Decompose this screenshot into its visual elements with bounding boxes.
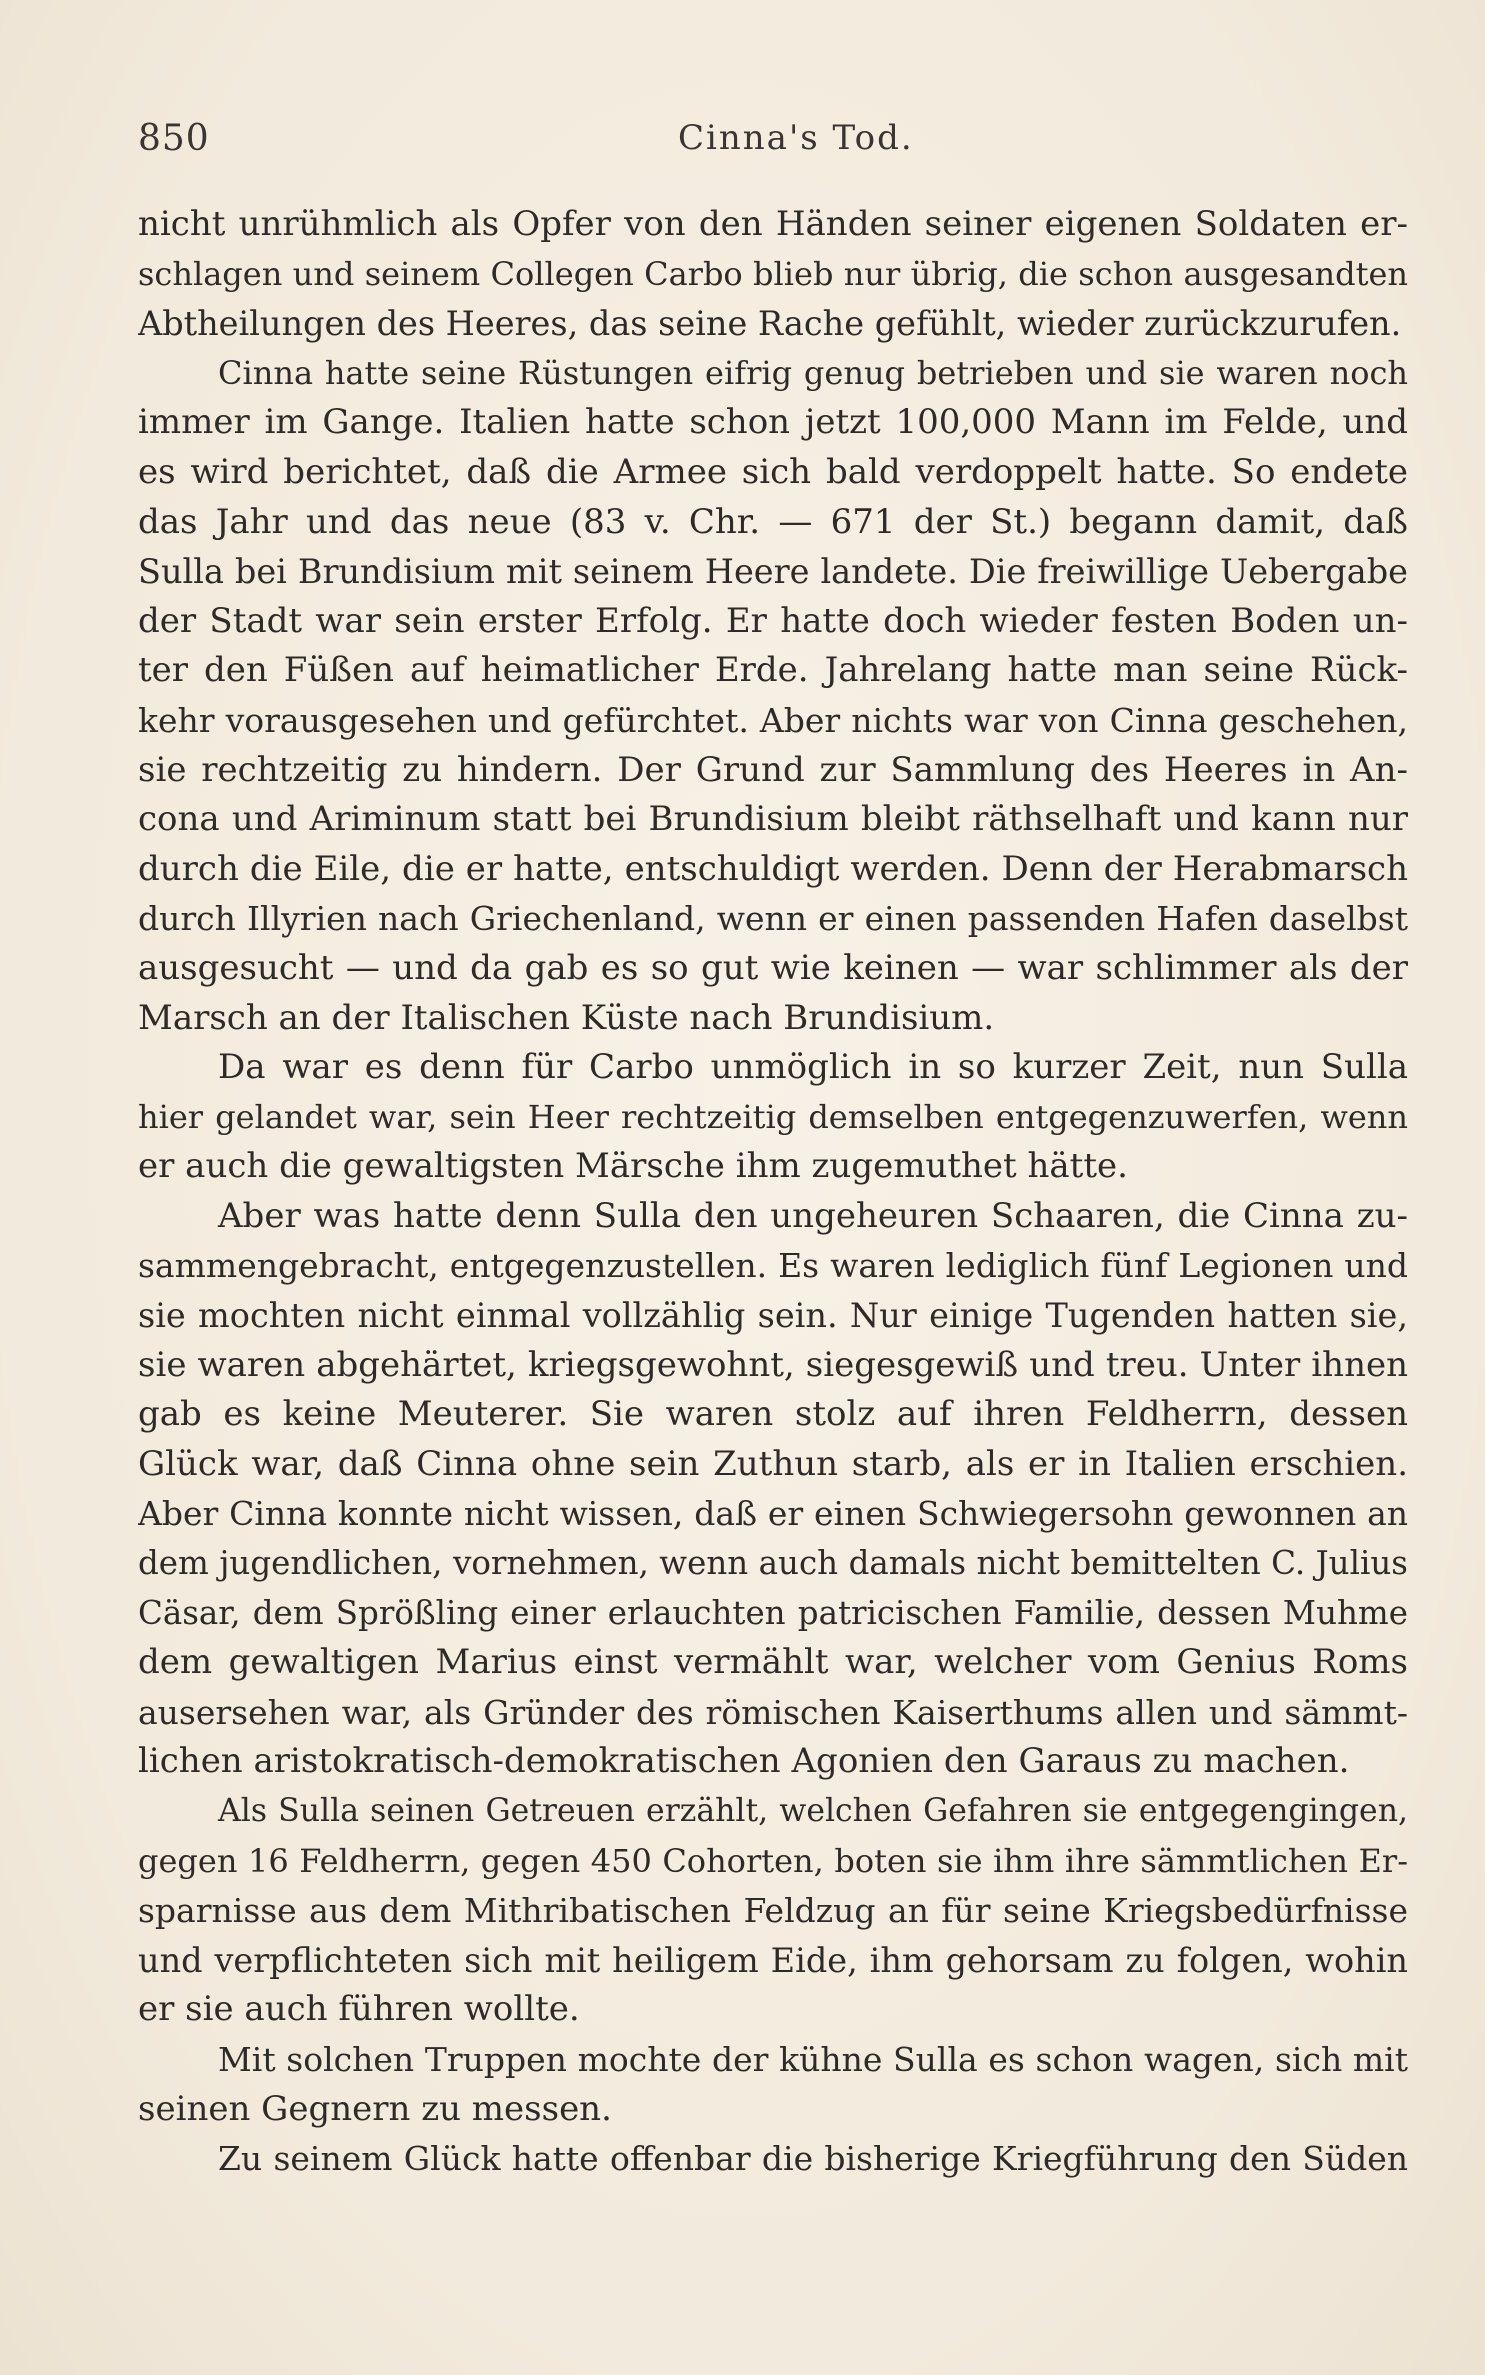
text-line: Zu seinem Glück hatte offenbar die bisherige Kriegführung den Süden	[218, 2139, 1408, 2179]
text-line: Da war es denn für Carbo unmöglich in so kurzer Zeit, nun Sulla	[218, 1047, 1408, 1088]
text-line: lichen aristokratisch-demokratischen Agonien den Garaus zu machen.	[138, 1741, 1350, 1782]
text-line: Aber Cinna konnte nicht wissen, daß er einen Schwiegersohn gewonnen an	[138, 1494, 1408, 1534]
page-header	[138, 118, 1408, 168]
text-line: ter den Füßen auf heimatlicher Erde. Jahrelang hatte man seine Rück-	[138, 650, 1408, 691]
text-line: immer im Gange. Italien hatte schon jetzt 100,000 Mann im Felde, und	[138, 402, 1408, 443]
text-line: ausersehen war, als Gründer des römischen Kaiserthums allen und sämmt-	[138, 1692, 1408, 1732]
text-line: und verpflichteten sich mit heiligem Eide, ihm gehorsam zu folgen, wohin	[138, 1940, 1408, 1980]
page-number: 850	[138, 118, 210, 159]
text-line: Glück war, daß Cinna ohne sein Zuthun starb, als er in Italien erschien.	[138, 1443, 1408, 1484]
text-line: sammengebracht, entgegenzustellen. Es waren lediglich fünf Legionen und	[138, 1246, 1408, 1286]
text-line: gegen 16 Feldherrn, gegen 450 Cohorten, boten sie ihm ihre sämmtlichen Er-	[138, 1841, 1408, 1880]
text-line: er sie auch führen wollte.	[138, 1989, 580, 2030]
text-line: ausgesucht — und da gab es so gut wie keinen — war schlimmer als der	[138, 947, 1408, 988]
text-line: sie rechtzeitig zu hindern. Der Grund zur Sammlung des Heeres in An-	[138, 749, 1408, 790]
text-line: sie mochten nicht einmal vollzählig sein. Nur einige Tugenden hatten sie,	[138, 1296, 1408, 1336]
text-line: der Stadt war sein erster Erfolg. Er hatte doch wieder festen Boden un-	[138, 600, 1408, 641]
text-line: dem gewaltigen Marius einst vermählt war, welcher vom Genius Roms	[138, 1642, 1408, 1683]
text-line: durch die Eile, die er hatte, entschuldigt werden. Denn der Herabmarsch	[138, 848, 1408, 889]
text-line: Mit solchen Truppen mochte der kühne Sulla es schon wagen, sich mit	[218, 2039, 1408, 2079]
text-line: hier gelandet war, sein Heer rechtzeitig demselben entgegenzuwerfen, wenn	[138, 1097, 1408, 1136]
text-line: nicht unrühmlich als Opfer von den Händen seiner eigenen Soldaten er-	[138, 204, 1408, 244]
body-text	[138, 200, 1408, 2184]
text-line: gab es keine Meuterer. Sie waren stolz auf ihren Feldherrn, dessen	[138, 1394, 1408, 1435]
text-line: Sulla bei Brundisium mit seinem Heere landete. Die freiwillige Uebergabe	[138, 552, 1408, 592]
text-line: Als Sulla seinen Getreuen erzählt, welchen Gefahren sie entgegengingen,	[218, 1793, 1408, 1829]
text-line: Cinna hatte seine Rüstungen eifrig genug betrieben und sie waren noch	[218, 353, 1408, 392]
text-line: kehr vorausgesehen und gefürchtet. Aber nichts war von Cinna geschehen,	[138, 700, 1408, 740]
text-line: Abtheilungen des Heeres, das seine Rache gefühlt, wieder zurückzurufen.	[138, 304, 1402, 344]
text-line: dem jugendlichen, vornehmen, wenn auch damals nicht bemittelten C. Julius	[138, 1544, 1408, 1583]
text-line: das Jahr und das neue (83 v. Chr. — 671 der St.) begann damit, daß	[138, 501, 1408, 542]
text-line: sparnisse aus dem Mithribatischen Feldzug an für seine Kriegsbedürfnisse	[138, 1891, 1408, 1931]
running-head: Cinna's Tod.	[678, 118, 914, 158]
text-line: sie waren abgehärtet, kriegsgewohnt, siegesgewiß und treu. Unter ihnen	[138, 1344, 1408, 1385]
text-line: er auch die gewaltigsten Märsche ihm zugemuthet hätte.	[138, 1146, 1128, 1187]
text-line: Aber was hatte denn Sulla den ungeheuren Schaaren, die Cinna zu-	[218, 1195, 1408, 1236]
text-line: schlagen und seinem Collegen Carbo blieb nur übrig, die schon ausgesandten	[138, 254, 1408, 293]
text-line: es wird berichtet, daß die Armee sich bald verdoppelt hatte. So endete	[138, 451, 1408, 492]
text-line: seinen Gegnern zu messen.	[138, 2088, 612, 2129]
text-line: cona und Ariminum statt bei Brundisium bleibt räthselhaft und kann nur	[138, 799, 1408, 840]
text-line: Marsch an der Italischen Küste nach Brundisium.	[138, 997, 995, 1038]
text-line: Cäsar, dem Sprößling einer erlauchten patricischen Familie, dessen Muhme	[138, 1593, 1408, 1632]
text-line: durch Illyrien nach Griechenland, wenn er einen passenden Hafen daselbst	[138, 899, 1408, 939]
